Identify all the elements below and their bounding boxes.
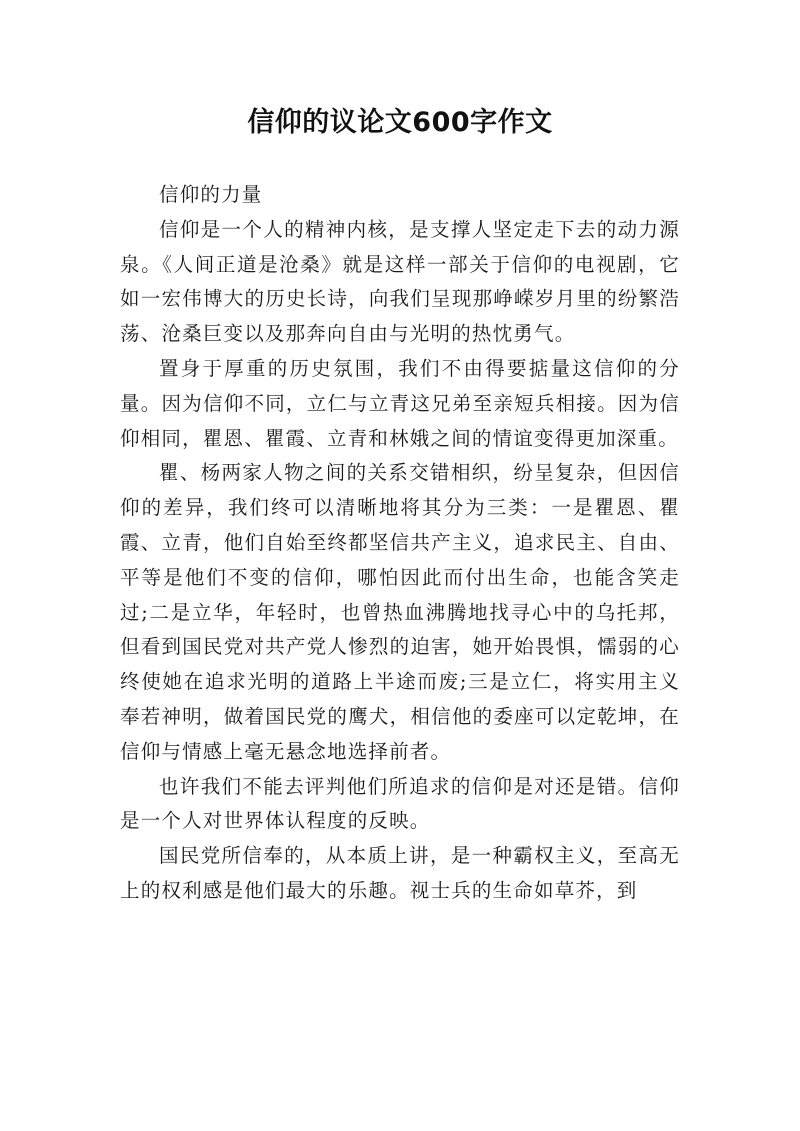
body-paragraph: 信仰是一个人的精神内核，是支撑人坚定走下去的动力源泉。《人间正道是沧桑》就是这样一部关于信仰的电视剧，它如一宏伟博大的历史长诗，向我们呈现那峥嵘岁月里的纷繁浩荡、沧桑巨变以及那奔向自由与光明的热忱勇气。 <box>120 217 680 346</box>
body-paragraph: 国民党所信奉的，从本质上讲，是一种霸权主义，至高无上的权利感是他们最大的乐趣。视士兵的生命如草芥，到 <box>120 844 680 902</box>
subtitle-paragraph: 信仰的力量 <box>159 183 263 206</box>
body-paragraph: 瞿、杨两家人物之间的关系交错相织，纷呈复杂，但因信仰的差异，我们终可以清晰地将其分为三类：一是瞿恩、瞿霞、立青，他们自始至终都坚信共产主义，追求民主、自由、平等是他们不变的信仰，哪怕因此而付出生命，也能含笑走过;二是立华，年轻时，也曾热血沸腾地找寻心中的乌托邦，但看到国民党对共产党人惨烈的迫害，她开始畏惧，懦弱的心终使她在追求光明的道路上半途而废;三是立仁，将实用主义奉若神明，做着国民党的鹰犬，相信他的委座可以定乾坤，在信仰与情感上毫无悬念地选择前者。 <box>120 461 680 763</box>
body-paragraph: 也许我们不能去评判他们所追求的信仰是对还是错。信仰是一个人对世界体认程度的反映。 <box>120 774 680 833</box>
body-paragraph: 置身于厚重的历史氛围，我们不由得要掂量这信仰的分量。因为信仰不同，立仁与立青这兄弟至亲短兵相接。因为信仰相同，瞿恩、瞿霞、立青和林娥之间的情谊变得更加深重。 <box>120 356 680 450</box>
document-body <box>120 178 680 909</box>
document-title: 信仰的议论文600字作文 <box>247 107 553 138</box>
